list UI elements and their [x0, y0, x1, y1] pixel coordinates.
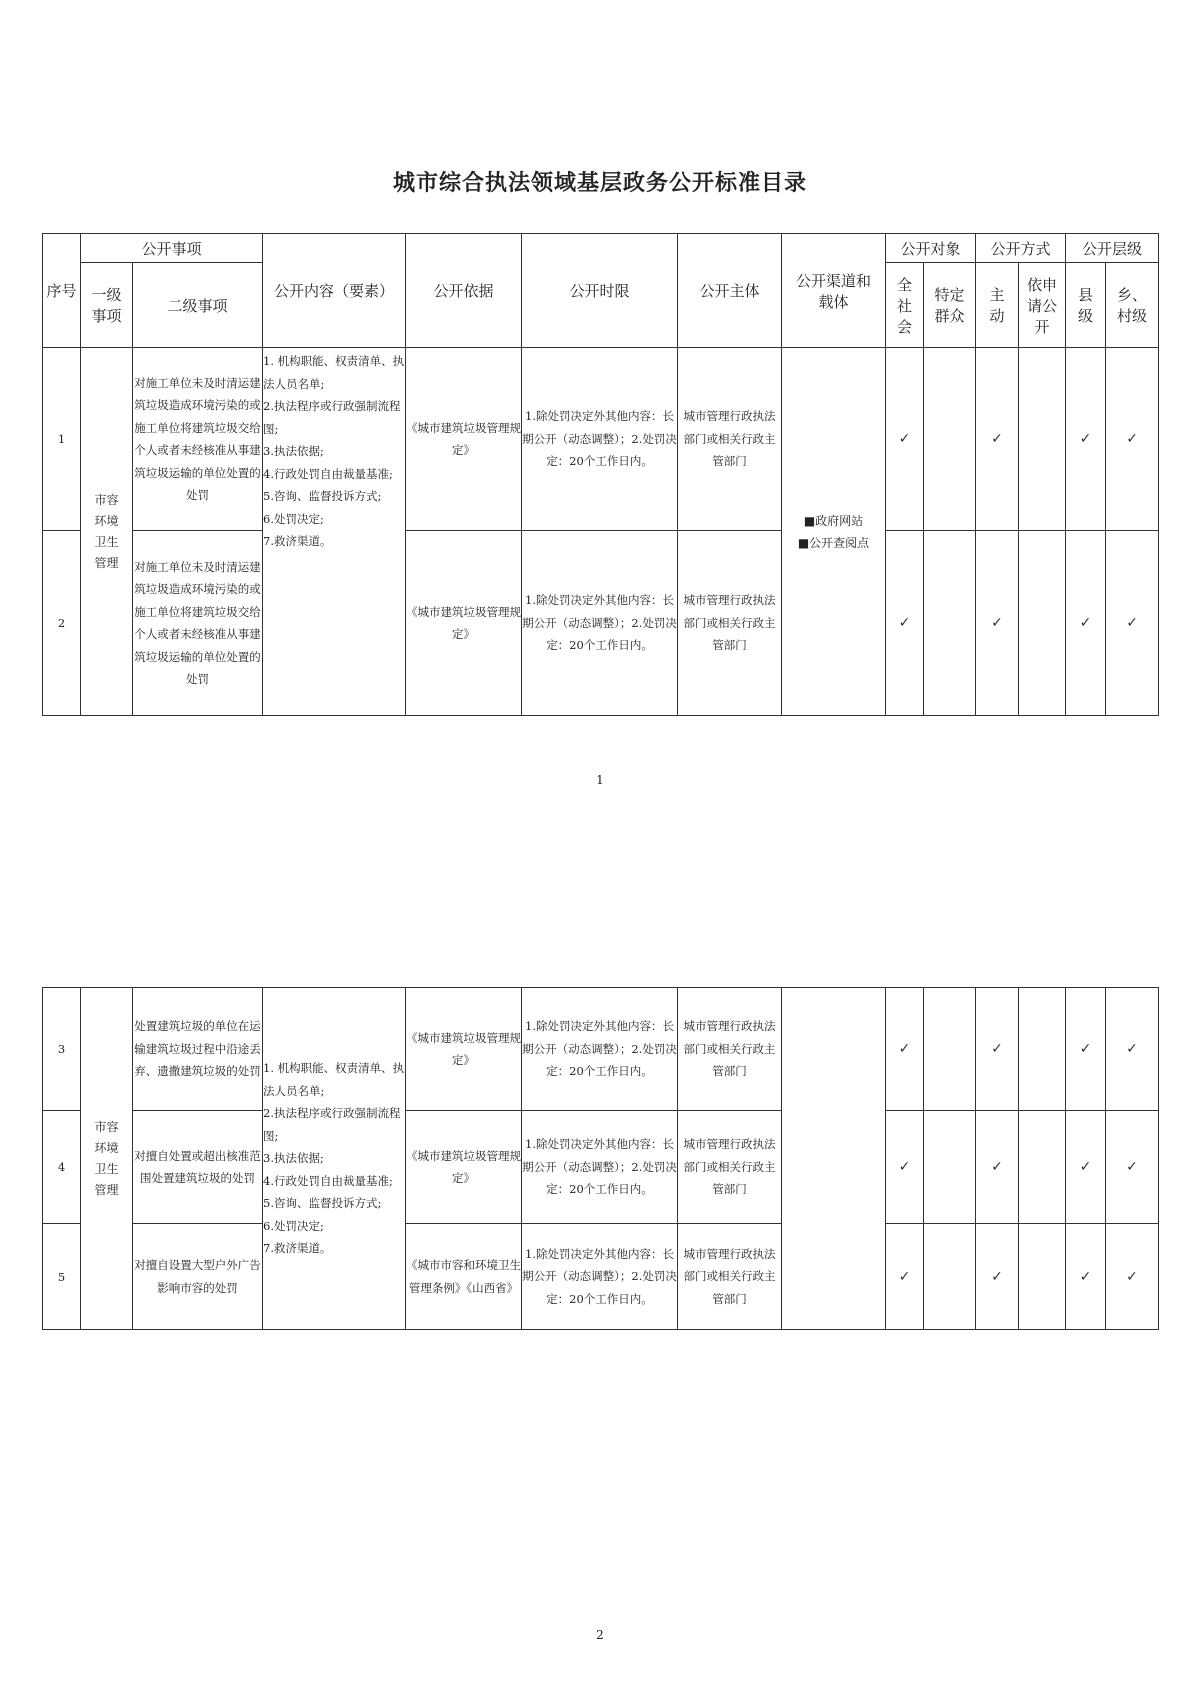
check-icon: ✓ [1106, 988, 1159, 1111]
check-icon: ✓ [976, 531, 1019, 716]
empty-cell [924, 988, 976, 1111]
check-icon: ✓ [886, 1224, 924, 1330]
timelimit-cell: 1.除处罚决定外其他内容：长期公开（动态调整）；2.处罚决定：20个工作日内。 [522, 1111, 678, 1224]
row-seq: 5 [43, 1224, 81, 1330]
empty-cell [924, 348, 976, 531]
subject-cell: 城市管理行政执法部门或相关行政主管部门 [678, 1224, 782, 1330]
check-icon: ✓ [1106, 1111, 1159, 1224]
level2-cell: 对施工单位未及时清运建筑垃圾造成环境污染的或施工单位将建筑垃圾交给个人或者未经核准从事建筑垃圾运输的单位处置的处罚 [133, 348, 263, 531]
standards-table-page2 [42, 987, 1159, 1330]
page-title: 城市综合执法领域基层政务公开标准目录 [392, 171, 807, 196]
category-cell: 市容环境卫生管理 [81, 988, 133, 1330]
header-basis: 公开依据 [406, 234, 522, 348]
check-icon: ✓ [1066, 988, 1106, 1111]
channel-website: ■政府网站 [803, 513, 864, 528]
basis-cell: 《城市建筑垃圾管理规定》 [406, 988, 522, 1111]
content-elements-cell: 1. 机构职能、权责清单、执法人员名单; 2.执法程序或行政强制流程图; 3.执法依据; 4.行政处罚自由裁量基准; 5.咨询、监督投诉方式; 6.处罚决定; 7.救济渠道。 [263, 988, 406, 1330]
row-seq: 3 [43, 988, 81, 1111]
check-icon: ✓ [1106, 1224, 1159, 1330]
channel-reading-point: ■公开查阅点 [797, 535, 870, 550]
header-target: 公开对象 [886, 234, 976, 263]
header-level2: 二级事项 [133, 263, 263, 348]
content-elements-cell: 1. 机构职能、权责清单、执法人员名单; 2.执法程序或行政强制流程图; 3.执法依据; 4.行政处罚自由裁量基准; 5.咨询、监督投诉方式; 6.处罚决定; 7.救济渠道。 [263, 348, 406, 716]
timelimit-cell: 1.除处罚决定外其他内容：长期公开（动态调整）；2.处罚决定：20个工作日内。 [522, 531, 678, 716]
subject-cell: 城市管理行政执法部门或相关行政主管部门 [678, 531, 782, 716]
header-seq: 序号 [43, 234, 81, 348]
channel-cell [782, 988, 886, 1330]
check-icon: ✓ [886, 348, 924, 531]
basis-cell: 《城市建筑垃圾管理规定》 [406, 348, 522, 531]
empty-cell [1019, 1111, 1066, 1224]
row-seq: 1 [43, 348, 81, 531]
page-number: 2 [596, 1628, 604, 1642]
level2-cell: 处置建筑垃圾的单位在运输建筑垃圾过程中沿途丢弃、遗撒建筑垃圾的处罚 [133, 988, 263, 1111]
empty-cell [1019, 1224, 1066, 1330]
header-target-specific: 特定群众 [924, 263, 976, 348]
check-icon: ✓ [886, 988, 924, 1111]
header-subject: 公开主体 [678, 234, 782, 348]
subject-cell: 城市管理行政执法部门或相关行政主管部门 [678, 348, 782, 531]
page-number: 1 [596, 773, 604, 787]
header-items: 公开事项 [81, 234, 263, 263]
check-icon: ✓ [886, 531, 924, 716]
timelimit-cell: 1.除处罚决定外其他内容：长期公开（动态调整）；2.处罚决定：20个工作日内。 [522, 348, 678, 531]
standards-table-page1 [42, 233, 1159, 716]
check-icon: ✓ [976, 988, 1019, 1111]
check-icon: ✓ [976, 348, 1019, 531]
check-icon: ✓ [1066, 1224, 1106, 1330]
header-target-all: 全社会 [886, 263, 924, 348]
row-seq: 2 [43, 531, 81, 716]
channel-cell [782, 348, 886, 716]
header-channel: 公开渠道和载体 [782, 234, 886, 348]
basis-cell: 《城市建筑垃圾管理规定》 [406, 531, 522, 716]
empty-cell [1019, 988, 1066, 1111]
check-icon: ✓ [1066, 348, 1106, 531]
header-mode-apply: 依申请公开 [1019, 263, 1066, 348]
empty-cell [1019, 348, 1066, 531]
check-icon: ✓ [1066, 531, 1106, 716]
basis-cell: 《城市建筑垃圾管理规定》 [406, 1111, 522, 1224]
check-icon: ✓ [886, 1111, 924, 1224]
level2-cell: 对擅自设置大型户外广告影响市容的处罚 [133, 1224, 263, 1330]
header-level1: 一级事项 [81, 263, 133, 348]
empty-cell [924, 531, 976, 716]
check-icon: ✓ [1106, 348, 1159, 531]
empty-cell [1019, 531, 1066, 716]
check-icon: ✓ [976, 1224, 1019, 1330]
header-mode: 公开方式 [976, 234, 1066, 263]
timelimit-cell: 1.除处罚决定外其他内容：长期公开（动态调整）；2.处罚决定：20个工作日内。 [522, 1224, 678, 1330]
empty-cell [924, 1111, 976, 1224]
header-level-village: 乡、村级 [1106, 263, 1159, 348]
header-mode-active: 主动 [976, 263, 1019, 348]
empty-cell [924, 1224, 976, 1330]
level2-cell: 对施工单位未及时清运建筑垃圾造成环境污染的或施工单位将建筑垃圾交给个人或者未经核准从事建筑垃圾运输的单位处置的处罚 [133, 531, 263, 716]
header-timelimit: 公开时限 [522, 234, 678, 348]
subject-cell: 城市管理行政执法部门或相关行政主管部门 [678, 1111, 782, 1224]
check-icon: ✓ [1106, 531, 1159, 716]
check-icon: ✓ [976, 1111, 1019, 1224]
check-icon: ✓ [1066, 1111, 1106, 1224]
header-level-county: 县级 [1066, 263, 1106, 348]
subject-cell: 城市管理行政执法部门或相关行政主管部门 [678, 988, 782, 1111]
header-content: 公开内容（要素） [263, 234, 406, 348]
header-level: 公开层级 [1066, 234, 1159, 263]
row-seq: 4 [43, 1111, 81, 1224]
level2-cell: 对擅自处置或超出核准范围处置建筑垃圾的处罚 [133, 1111, 263, 1224]
basis-cell: 《城市市容和环境卫生管理条例》《山西省》 [406, 1224, 522, 1330]
timelimit-cell: 1.除处罚决定外其他内容：长期公开（动态调整）；2.处罚决定：20个工作日内。 [522, 988, 678, 1111]
category-cell: 市容环境卫生管理 [81, 348, 133, 716]
